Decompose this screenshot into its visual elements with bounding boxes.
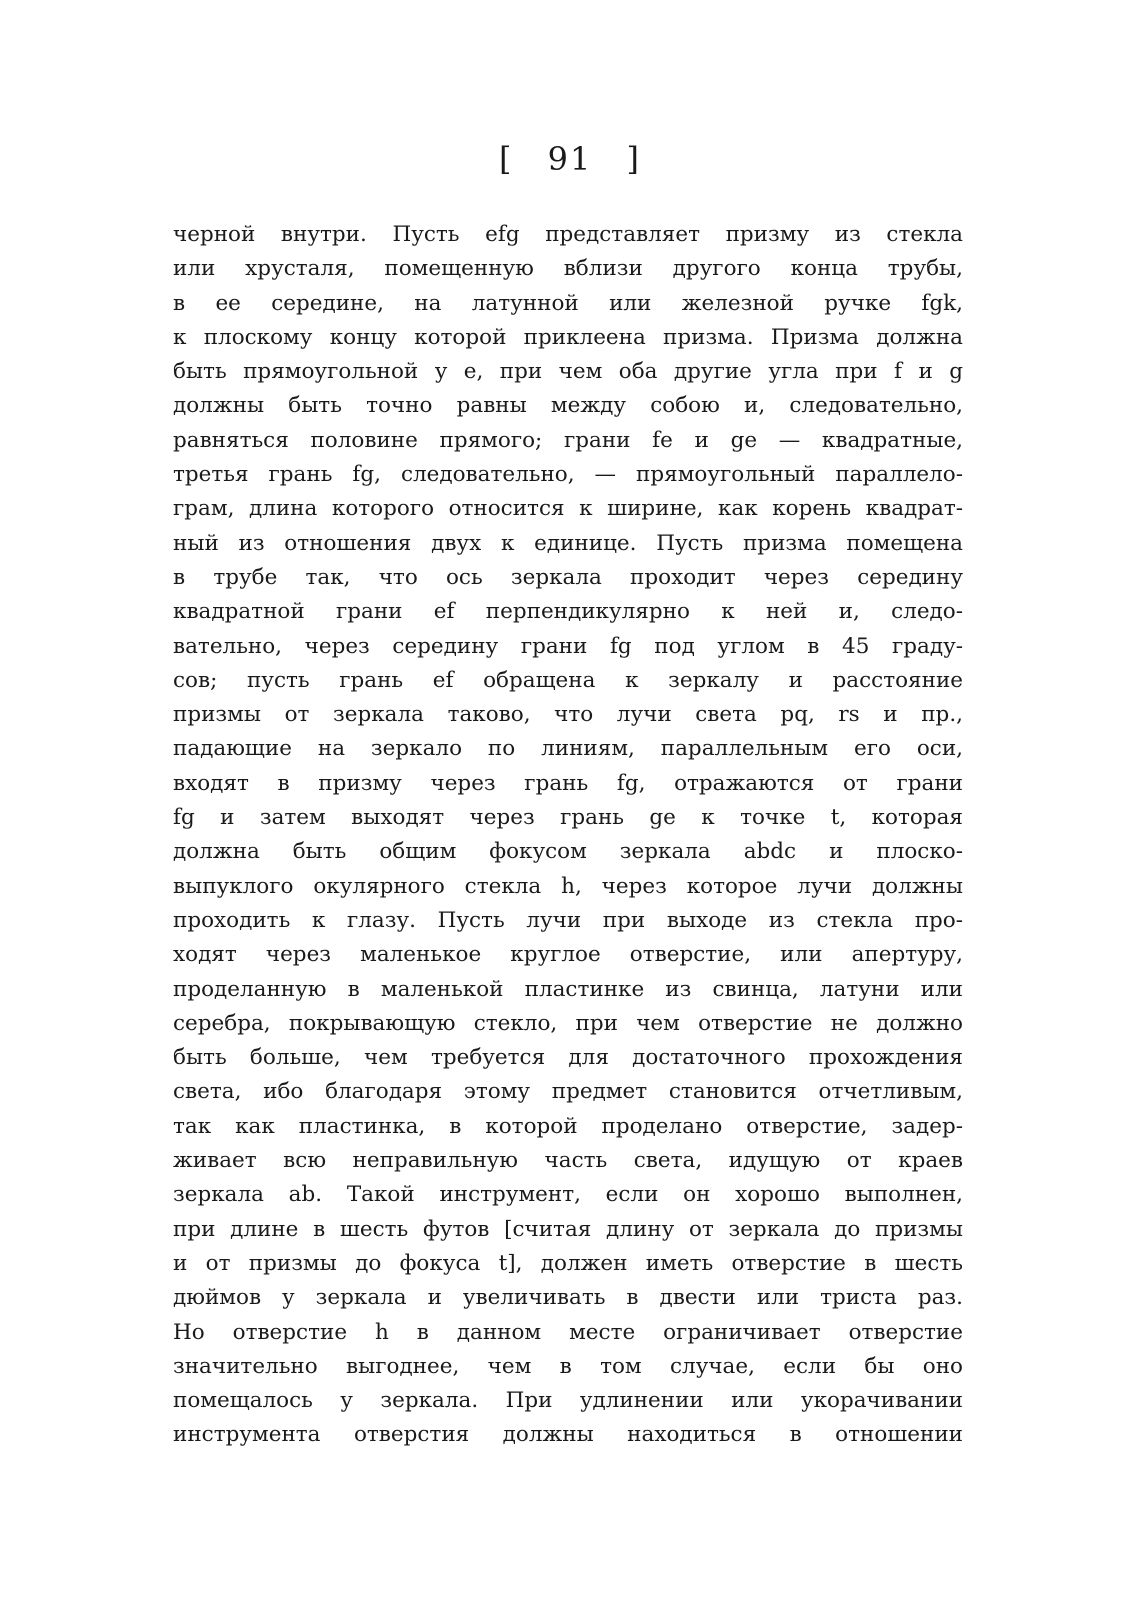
text-line: значительно выгоднее, чем в том случае, если бы оно — [173, 1353, 963, 1379]
text-line: инструмента отверстия должны находиться в отношении — [173, 1422, 963, 1448]
text-line: вательно, через середину грани fg под углом в 45 граду- — [173, 633, 963, 659]
text-line: равняться половине прямого; грани fe и ge — квадратные, — [173, 427, 963, 453]
text-line: квадратной грани ef перпендикулярно к ней и, следо- — [173, 599, 963, 625]
text-line: fg и затем выходят через грань ge к точке t, которая — [173, 805, 963, 831]
text-line: проходить к глазу. Пусть лучи при выходе из стекла про- — [173, 907, 963, 933]
text-line: или хрусталя, помещенную вблизи другого конца трубы, — [173, 256, 963, 282]
text-line: должна быть общим фокусом зеркала abdc и плоско- — [173, 839, 963, 865]
text-line: серебра, покрывающую стекло, при чем отверстие не должно — [173, 1010, 963, 1036]
text-line: живает всю неправильную часть света, идущую от краев — [173, 1148, 963, 1174]
text-line: быть прямоугольной у e, при чем оба другие угла при f и g — [173, 359, 963, 385]
text-line: входят в призму через грань fg, отражаются от грани — [173, 770, 963, 796]
text-line: ходят через маленькое круглое отверстие, или апертуру, — [173, 942, 963, 968]
text-line: черной внутри. Пусть efg представляет призму из стекла — [173, 222, 963, 247]
text-line: сов; пусть грань ef обращена к зеркалу и расстояние — [173, 667, 963, 693]
text-line: третья грань fg, следовательно, — прямоугольный параллело- — [173, 462, 963, 488]
text-line: в трубе так, что ось зеркала проходит через середину — [173, 564, 963, 590]
text-line: дюймов у зеркала и увеличивать в двести или триста раз. — [173, 1285, 963, 1311]
text-line: и от призмы до фокуса t], должен иметь отверстие в шесть — [173, 1250, 963, 1276]
page-number-open-bracket: [ — [498, 140, 514, 178]
text-line: должны быть точно равны между собою и, следовательно, — [173, 393, 963, 419]
text-line: ный из отношения двух к единице. Пусть призма помещена — [173, 530, 963, 556]
text-line: зеркала ab. Такой инструмент, если он хорошо выполнен, — [173, 1182, 963, 1208]
text-line: к плоскому концу которой приклеена призма. Призма должна — [173, 324, 963, 350]
text-line: так как пластинка, в которой проделано отверстие, задер- — [173, 1113, 963, 1139]
body-text — [173, 218, 963, 1453]
text-line: света, ибо благодаря этому предмет становится отчетливым, — [173, 1079, 963, 1105]
text-line: грам, длина которого относится к ширине, как корень квадрат- — [173, 496, 963, 522]
page-number-close-bracket: ] — [626, 140, 642, 178]
text-line: падающие на зеркало по линиям, параллельным его оси, — [173, 736, 963, 762]
page-number-value: 91 — [547, 140, 593, 178]
text-line: помещалось у зеркала. При удлинении или укорачивании — [173, 1388, 963, 1414]
text-line: призмы от зеркала таково, что лучи света pq, rs и пр., — [173, 702, 963, 728]
page-number — [0, 140, 1140, 178]
text-line: быть больше, чем требуется для достаточного прохождения — [173, 1045, 963, 1071]
text-line: проделанную в маленькой пластинке из свинца, латуни или — [173, 976, 963, 1002]
text-line: выпуклого окулярного стекла h, через которое лучи должны — [173, 873, 963, 899]
text-line: в ее середине, на латунной или железной ручке fgk, — [173, 290, 963, 316]
text-line: Но отверстие h в данном месте ограничивает отверстие — [173, 1319, 963, 1345]
text-line: при длине в шесть футов [считая длину от зеркала до призмы — [173, 1216, 963, 1242]
